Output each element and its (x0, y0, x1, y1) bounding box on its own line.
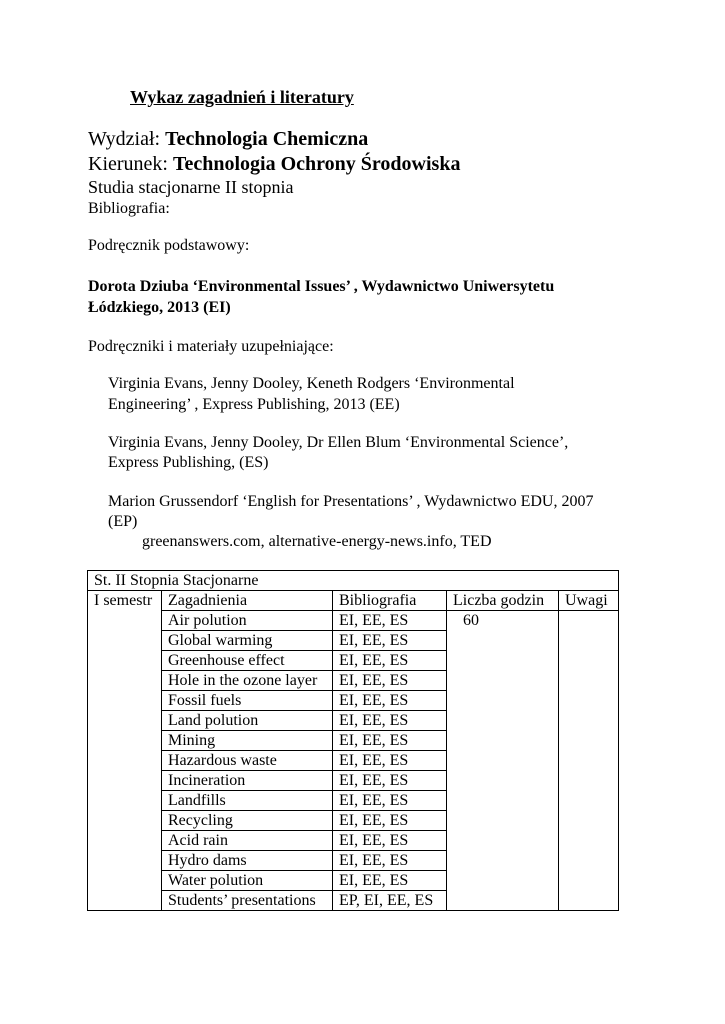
bibliography-cell: EI, EE, ES (333, 651, 447, 671)
topic-cell: Hydro dams (162, 851, 333, 871)
topic-cell: Greenhouse effect (162, 651, 333, 671)
topic-cell: Mining (162, 731, 333, 751)
bibliography-cell: EI, EE, ES (333, 751, 447, 771)
supplementary-1-line2: Engineering’ , Express Publishing, 2013 (EE) (108, 396, 400, 413)
table-caption-row (88, 571, 619, 591)
topics-table (87, 570, 619, 911)
topic-cell: Hole in the ozone layer (162, 671, 333, 691)
topic-cell: Hazardous waste (162, 751, 333, 771)
supplementary-label: Podręczniki i materiały uzupełniające: (88, 338, 334, 355)
supplementary-2-line1: Virginia Evans, Jenny Dooley, Dr Ellen Blum ‘Environmental Science’, (108, 434, 569, 451)
supplementary-1-line1: Virginia Evans, Jenny Dooley, Keneth Rodgers ‘Environmental (108, 375, 515, 392)
table-header-row (88, 591, 619, 611)
faculty-label: Wydział: (88, 128, 166, 150)
topic-cell: Students’ presentations (162, 891, 333, 911)
bibliography-cell: EI, EE, ES (333, 811, 447, 831)
topic-cell: Recycling (162, 811, 333, 831)
topic-cell: Fossil fuels (162, 691, 333, 711)
direction-line (88, 153, 460, 176)
table-caption: St. II Stopnia Stacjonarne (88, 571, 619, 591)
bibliography-cell: EI, EE, ES (333, 771, 447, 791)
notes-cell (559, 611, 619, 911)
topic-cell: Landfills (162, 791, 333, 811)
faculty-line (88, 128, 368, 151)
table-row (88, 611, 619, 631)
studies-line: Studia stacjonarne II stopnia (88, 177, 294, 197)
topic-cell: Global warming (162, 631, 333, 651)
bibliography-cell: EI, EE, ES (333, 731, 447, 751)
supplementary-3-line2: (EP) (108, 513, 138, 530)
websites-line: greenanswers.com, alternative-energy-news.info, TED (142, 533, 492, 550)
bibliography-cell: EI, EE, ES (333, 871, 447, 891)
bibliography-cell: EI, EE, ES (333, 631, 447, 651)
header-topics: Zagadnienia (162, 591, 333, 611)
supplementary-3-line1: Marion Grussendorf ‘English for Presentations’ , Wydawnictwo EDU, 2007 (108, 493, 594, 510)
bibliography-cell: EI, EE, ES (333, 711, 447, 731)
bibliography-cell: EI, EE, ES (333, 671, 447, 691)
topic-cell: Water polution (162, 871, 333, 891)
topic-cell: Land polution (162, 711, 333, 731)
semester-span-cell (88, 611, 162, 911)
header-bibliography: Bibliografia (333, 591, 447, 611)
topic-cell: Air polution (162, 611, 333, 631)
header-hours: Liczba godzin (447, 591, 559, 611)
bibliography-label: Bibliografia: (88, 200, 170, 217)
hours-cell: 60 (447, 611, 559, 911)
header-notes: Uwagi (559, 591, 619, 611)
bibliography-cell: EP, EI, EE, ES (333, 891, 447, 911)
direction-value: Technologia Ochrony Środowiska (172, 153, 461, 175)
bibliography-cell: EI, EE, ES (333, 831, 447, 851)
topic-cell: Incineration (162, 771, 333, 791)
basic-textbook-line2: Łódzkiego, 2013 (EI) (88, 299, 231, 316)
bibliography-cell: EI, EE, ES (333, 791, 447, 811)
semester-cell: I semestr (88, 591, 162, 611)
topic-cell: Acid rain (162, 831, 333, 851)
bibliography-cell: EI, EE, ES (333, 691, 447, 711)
bibliography-cell: EI, EE, ES (333, 611, 447, 631)
page-title: Wykaz zagadnień i literatury (130, 87, 354, 107)
basic-textbook-line1: Dorota Dziuba ‘Environmental Issues’ , Wydawnictwo Uniwersytetu (88, 278, 555, 295)
basic-textbook-label: Podręcznik podstawowy: (88, 237, 250, 254)
bibliography-cell: EI, EE, ES (333, 851, 447, 871)
direction-label: Kierunek: (88, 153, 173, 175)
supplementary-2-line2: Express Publishing, (ES) (108, 454, 269, 471)
faculty-value: Technologia Chemiczna (165, 128, 369, 150)
